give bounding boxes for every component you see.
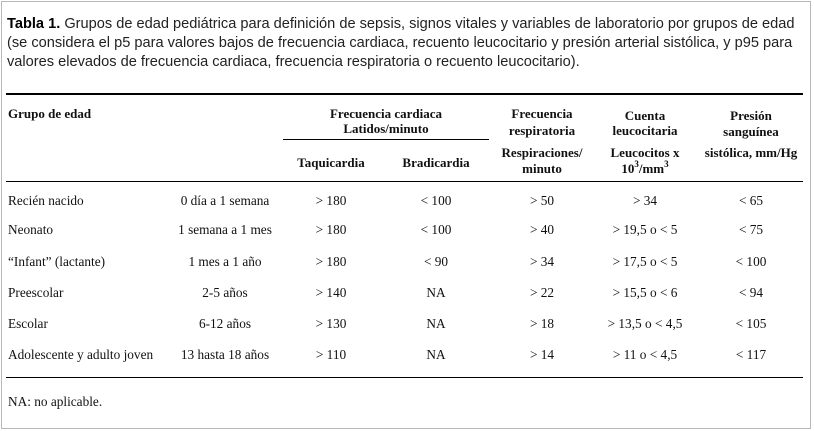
cell-frecuencia-respiratoria: > 50 (529, 193, 555, 208)
header-leucocitos-x: Leucocitos x (610, 145, 680, 160)
cell-bradicardia: NA (426, 285, 446, 300)
cell-bradicardia: < 90 (423, 254, 449, 269)
cell-frecuencia-respiratoria: > 22 (529, 285, 555, 300)
cell-bradicardia: NA (426, 347, 446, 362)
cell-grupo: Preescolar (8, 285, 64, 300)
cell-taquicardia: > 180 (315, 254, 347, 269)
cell-edad: 6-12 años (198, 316, 252, 331)
cell-grupo: Escolar (8, 316, 48, 331)
cell-presion-sistolica: < 100 (735, 254, 767, 269)
cell-presion-sistolica: < 117 (735, 347, 767, 362)
header-sanguinea: sanguínea (723, 124, 779, 139)
cell-taquicardia: > 130 (315, 316, 347, 331)
header-respiratoria: respiratoria (508, 123, 576, 138)
cell-bradicardia: NA (426, 316, 446, 331)
cell-edad: 13 hasta 18 años (180, 347, 270, 362)
header-latidos-minuto: Latidos/minuto (343, 121, 429, 136)
header-bradicardia: Bradicardia (402, 155, 470, 170)
cell-cuenta-leucocitaria: > 13,5 o < 4,5 (607, 316, 683, 331)
cell-taquicardia: > 180 (315, 222, 347, 237)
header-bottom-rule (6, 181, 803, 182)
caption-label: Tabla 1. (7, 16, 61, 32)
header-frecuencia-cardiaca: Frecuencia cardiaca (329, 106, 443, 121)
cell-bradicardia: < 100 (420, 222, 452, 237)
cell-frecuencia-respiratoria: > 34 (529, 254, 555, 269)
header-frecuencia: Frecuencia (511, 106, 573, 121)
cell-edad: 1 semana a 1 mes (178, 222, 272, 237)
cell-cuenta-leucocitaria: > 34 (632, 193, 658, 208)
cell-cuenta-leucocitaria: > 17,5 o < 5 (612, 254, 678, 269)
header-top-rule (6, 93, 803, 95)
cell-presion-sistolica: < 105 (735, 316, 767, 331)
header-cuenta: Cuenta (624, 108, 666, 123)
header-grupo-edad: Grupo de edad (8, 106, 92, 121)
cell-frecuencia-respiratoria: > 14 (529, 347, 555, 362)
cell-taquicardia: > 110 (315, 347, 347, 362)
cell-cuenta-leucocitaria: > 11 o < 4,5 (612, 347, 678, 362)
cell-presion-sistolica: < 75 (738, 222, 764, 237)
footnote: NA: no aplicable. (8, 394, 103, 409)
cell-presion-sistolica: < 65 (738, 193, 764, 208)
header-presion: Presión (730, 108, 772, 123)
cell-taquicardia: > 180 (315, 193, 347, 208)
cell-frecuencia-respiratoria: > 18 (529, 316, 555, 331)
header-respiraciones: Respiraciones/ (501, 145, 583, 160)
table-caption (7, 15, 807, 72)
header-leucocitos-unit: $10^3/mm^3$ (621, 158, 669, 176)
cell-edad: 1 mes a 1 año (188, 254, 262, 269)
header-minuto: minuto (522, 161, 562, 176)
header-sistolica: sistólica, mm/Hg (704, 145, 798, 160)
cell-grupo: “Infant” (lactante) (8, 254, 106, 269)
caption-text: Grupos de edad pediátrica para definición de sepsis, signos vitales y variables de laboratorio por grupos de edad (se considera el p5 para valores bajos de frecuencia cardiaca, recuento leucocitario y presión arterial sistólica, y p95 para valores elevados de frecuencia cardiaca, frecuencia respiratoria o recuento leucocitario). (7, 16, 795, 70)
cell-taquicardia: > 140 (315, 285, 347, 300)
heart-rate-group-rule (283, 139, 489, 140)
header-leucocitaria: leucocitaria (612, 123, 678, 138)
cell-edad: 0 día a 1 semana (180, 193, 270, 208)
cell-grupo: Recién nacido (8, 193, 84, 208)
cell-cuenta-leucocitaria: > 19,5 o < 5 (612, 222, 678, 237)
table-bottom-rule (6, 377, 803, 378)
cell-grupo: Adolescente y adulto joven (8, 347, 154, 362)
cell-edad: 2-5 años (202, 285, 248, 300)
header-taquicardia: Taquicardia (297, 155, 365, 170)
cell-bradicardia: < 100 (420, 193, 452, 208)
cell-cuenta-leucocitaria: > 15,5 o < 6 (612, 285, 678, 300)
cell-frecuencia-respiratoria: > 40 (529, 222, 555, 237)
cell-grupo: Neonato (8, 222, 54, 237)
cell-presion-sistolica: < 94 (738, 285, 764, 300)
